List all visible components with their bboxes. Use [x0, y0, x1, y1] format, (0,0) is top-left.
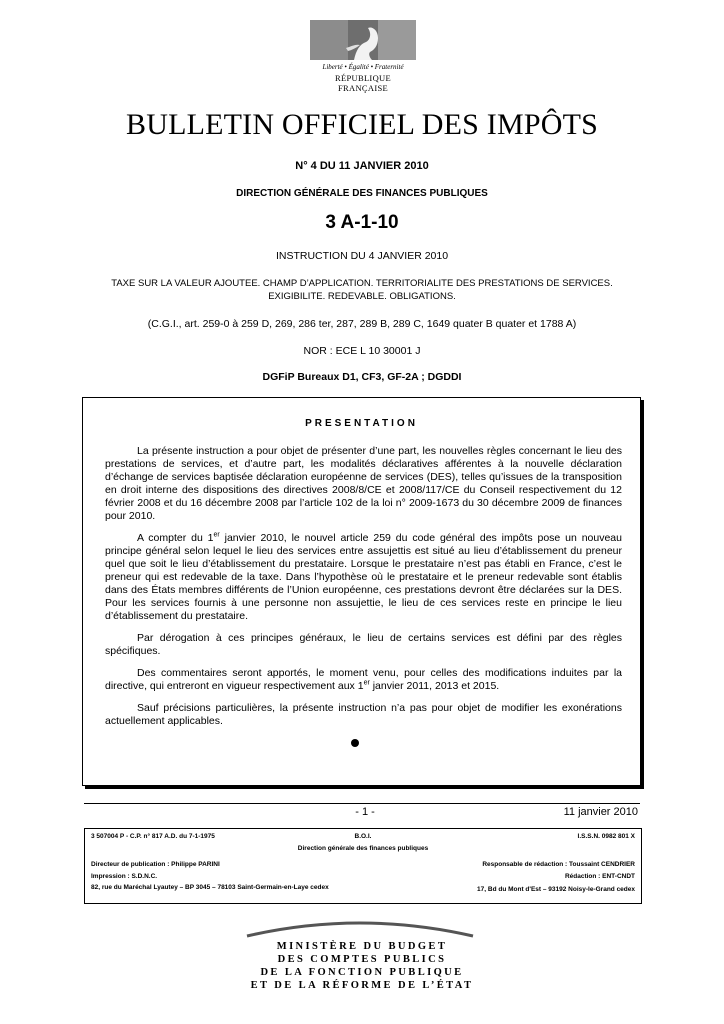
subject	[0, 277, 724, 303]
bullet-icon	[351, 739, 359, 747]
paragraph-3: Par dérogation à ces principes généraux, le lieu de certains services est défini par des règles spécifiques.	[105, 632, 622, 657]
ministry-block	[0, 940, 724, 992]
paragraph-1: La présente instruction a pour objet de présenter d’une part, les nouvelles règles concernant le lieu des prestations de services, et d’autre part, les modalités déclaratives afférentes à la nouvelle déclaration d’échange de services baptisée déclaration européenne de services (DES), telles qu’issues de la transposition en droit interne des dispositions des directives 2008/8/CE et 2008/117/CE du Conseil respectivement du 12 février 2008 et du 16 décembre 2008 par l’article 102 de la loi n° 2009-1673 du 30 décembre 2009 de finances pour 2010.	[105, 445, 622, 522]
bureaux-label: DGFiP Bureaux D1, CF3, GF-2A ; DGDDI	[262, 371, 462, 383]
printing-label: Impression : S.D.N.C.	[91, 873, 158, 880]
marianne-emblem	[310, 20, 416, 60]
issue-number: N° 4 DU 11 JANVIER 2010	[295, 160, 429, 172]
presentation-title: PRESENTATION	[305, 418, 418, 429]
boi-label: B.O.I.	[354, 833, 372, 840]
ministry-arc-icon	[245, 916, 475, 938]
publication-info-box	[84, 828, 642, 904]
paragraph-5: Sauf précisions particulières, la présente instruction n’a pas pour objet de modifier les exonérations actuellement applicables.	[105, 702, 622, 727]
footer-date: 11 janvier 2010	[563, 806, 638, 818]
presentation-box	[82, 397, 641, 786]
cgi-references: (C.G.I., art. 259-0 à 259 D, 269, 286 ter, 287, 289 B, 289 C, 1649 quater B quater et 1788 A)	[147, 318, 577, 330]
subject-line-2: EXIGIBILITE. REDEVABLE. OBLIGATIONS.	[268, 291, 456, 302]
footer-rule	[84, 803, 640, 804]
paragraph-4	[105, 667, 622, 693]
republique-francaise-label: RÉPUBLIQUE FRANÇAISE	[335, 73, 391, 93]
paragraph-4-sup: er	[363, 679, 370, 687]
ministry-line-2: DES COMPTES PUBLICS	[277, 954, 447, 965]
paragraph-4-rest: janvier 2011, 2013 et 2015.	[369, 680, 500, 692]
subject-line-1: TAXE SUR LA VALEUR AJOUTEE. CHAMP D’APPLICATION. TERRITORIALITE DES PRESTATIONS DE SERVICES.	[111, 278, 613, 289]
republique-francaise-logo	[310, 20, 416, 93]
paragraph-2-start: A compter du 1	[137, 532, 214, 544]
issn-label: I.S.S.N. 0982 801 X	[577, 833, 635, 840]
paragraph-2-rest: janvier 2010, le nouvel article 259 du code général des impôts pose un nouveau principe général selon lequel le lieu des services entre assujettis est situé au lieu d’établissement du preneur quel que soit le lieu d’établissement du prestataire. Lorsque le prestataire n’est pas établi en France, c’est le preneur qui est redevable de la taxe. Dans l’hypothèse où le prestataire et le preneur redevable sont établis dans des États membres différents de l’Union européenne, ces prestations devront être déclarées sur la DES. Pour les services fournis à une personne non assujettie, le lieu de ces services reste en principe le lieu d’établissement du prestataire.	[105, 532, 622, 622]
paragraph-2-sup: er	[213, 531, 220, 539]
dgfp-label: Direction générale des finances publiques	[297, 845, 429, 852]
presentation-body	[105, 445, 622, 737]
page-number: - 1 -	[355, 806, 375, 818]
paragraph-2	[105, 532, 622, 623]
republic-motto: Liberté • Égalité • Fraternité	[322, 63, 404, 71]
ministry-line-1: MINISTÈRE DU BUDGET	[276, 941, 448, 952]
publication-director: Directeur de publication : Philippe PARINI	[91, 861, 220, 868]
address-left: 82, rue du Maréchal Lyautey – BP 3045 – 78103 Saint-Germain-en-Laye cedex	[91, 884, 329, 891]
ministry-line-3: DE LA FONCTION PUBLIQUE	[260, 967, 464, 978]
address-right: 17, Bd du Mont d'Est – 93192 Noisy-le-Grand cedex	[477, 886, 635, 893]
editor-in-charge: Responsable de rédaction : Toussaint CENDRIER	[482, 861, 635, 868]
nor-reference: NOR : ECE L 10 30001 J	[303, 345, 421, 357]
paragraph-4-start: Des commentaires seront apportés, le moment venu, pour celles des modifications induites par la directive, qui entreront en vigueur respectivement aux 1	[105, 667, 622, 692]
publication-reference: 3 507004 P - C.P. n° 817 A.D. du 7-1-1975	[91, 833, 215, 840]
document-code: 3 A-1-10	[325, 212, 399, 233]
direction-label: DIRECTION GÉNÉRALE DES FINANCES PUBLIQUES	[236, 188, 488, 199]
instruction-date: INSTRUCTION DU 4 JANVIER 2010	[275, 250, 449, 262]
ministry-line-4: ET DE LA RÉFORME DE L’ÉTAT	[250, 980, 474, 991]
redaction-label: Rédaction : ENT-CNDT	[564, 873, 635, 880]
bulletin-title: BULLETIN OFFICIEL DES IMPÔTS	[126, 108, 598, 141]
